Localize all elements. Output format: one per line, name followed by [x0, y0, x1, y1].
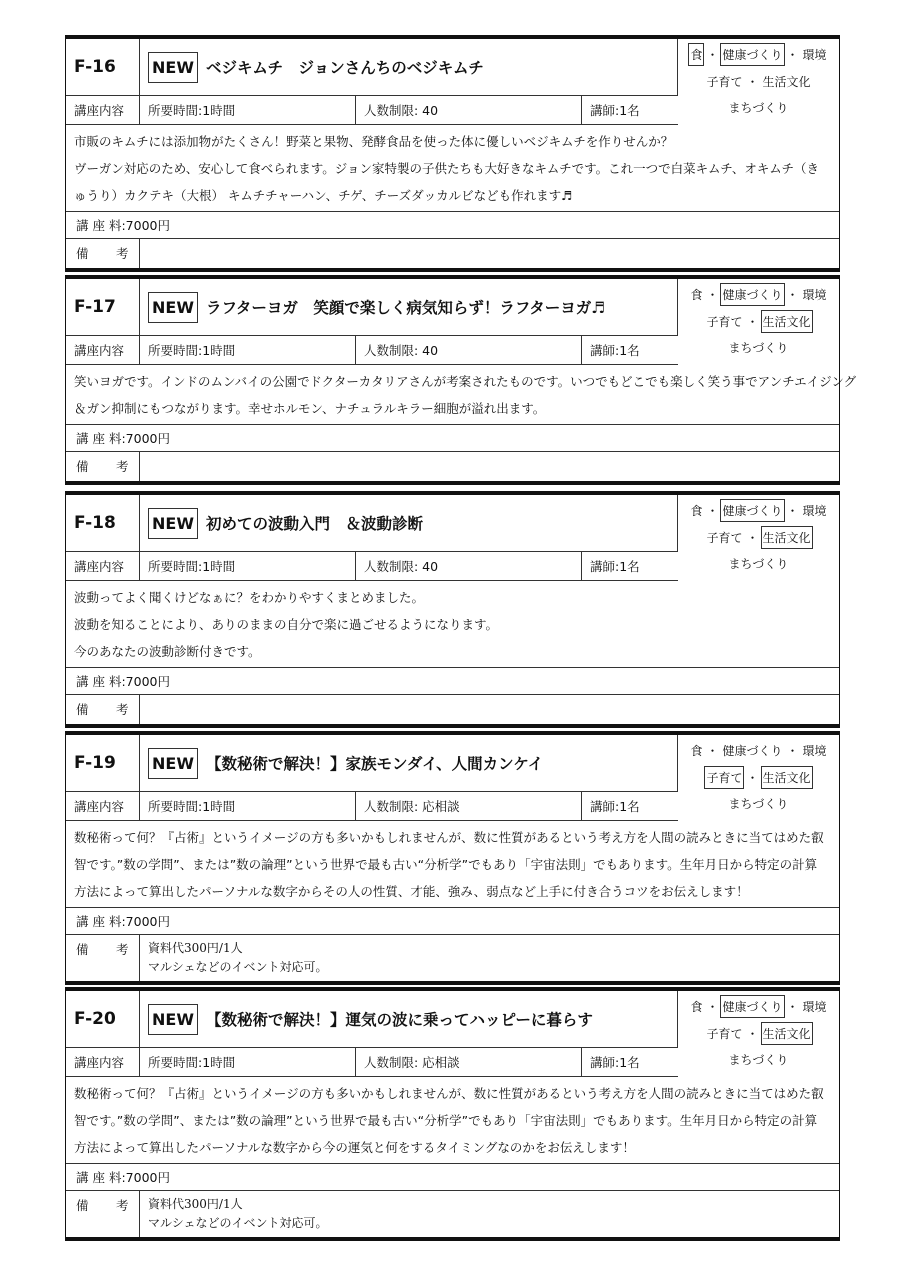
new-badge: NEW [148, 1004, 198, 1035]
course-title-box [140, 495, 678, 551]
course-card [65, 731, 840, 985]
course-code: F-16 [66, 39, 140, 95]
notes-text [140, 935, 839, 981]
notes-text [140, 1191, 839, 1237]
course-notes [66, 935, 839, 981]
note-line: マルシェなどのイベント対応可。 [148, 1216, 328, 1230]
category-3: 子育て [706, 74, 743, 89]
notes-label-a: 備 [76, 702, 89, 717]
notes-label-b: 考 [116, 1198, 129, 1213]
course-fee [66, 668, 839, 695]
description-line: 数秘術って何？『占術』というイメージの方も多いかもしれませんが、数に性質があるという考え方を人間の読みときに当てはめた叡 [74, 1086, 824, 1101]
course-content-label: 講座内容 [66, 96, 140, 124]
category-1: 健康づくり [720, 499, 784, 522]
category-3: 子育て [706, 314, 743, 329]
category-1: 健康づくり [720, 43, 784, 66]
course-content-label: 講座内容 [66, 792, 140, 820]
course-notes [66, 239, 839, 268]
category-line [727, 336, 791, 359]
course-code: F-19 [66, 735, 140, 791]
category-2: 環境 [802, 288, 827, 302]
category-5: まちづくり [728, 101, 789, 115]
category-5: まちづくり [728, 341, 789, 355]
course-card [65, 275, 857, 485]
duration: 所要時間:1時間 [140, 336, 356, 364]
course-description [66, 365, 857, 425]
fee-value: 7000円 [125, 914, 170, 929]
category-separator: ・ [706, 504, 719, 518]
category-3: 子育て [706, 530, 743, 545]
category-line [704, 526, 812, 549]
new-badge: NEW [148, 748, 198, 779]
category-2: 環境 [802, 48, 827, 62]
description-line: 波動を知ることにより、ありのままの自分で楽に過ごせるようになります。 [74, 617, 499, 632]
description-line: 智です。”数の学問”、または”数の論理”という世界で最も古い“分析学”でもあり「宇宙法則」でもあります。生年月日から特定の計算 [74, 857, 818, 872]
course-notes [66, 452, 839, 481]
capacity: 人数制限: 40 [356, 552, 582, 580]
category-line [704, 310, 812, 333]
course-title-box [140, 39, 678, 95]
category-line [727, 96, 791, 119]
category-separator: ・ [746, 314, 759, 329]
course-description [66, 125, 839, 212]
category-separator: ・ [706, 48, 719, 62]
course-title: 【数秘術で解決！】家族モンダイ、人間カンケイ [205, 755, 544, 773]
category-line [704, 1022, 812, 1045]
course-fee [66, 425, 839, 452]
duration: 所要時間:1時間 [140, 552, 356, 580]
course-content-label: 講座内容 [66, 552, 140, 580]
category-line [704, 766, 812, 789]
course-code: F-18 [66, 495, 140, 551]
category-4: 生活文化 [762, 74, 811, 89]
description-line: ヴーガン対応のため、安心して食べられます。ジョン家特製の子供たちも大好きなキムチです。これ一つで白菜キムチ、オキムチ（き [74, 161, 820, 176]
notes-label [66, 452, 140, 481]
category-5: まちづくり [728, 557, 789, 571]
category-2: 環境 [802, 744, 827, 758]
notes-label-a: 備 [76, 246, 89, 261]
notes-label [66, 935, 140, 981]
category-box [678, 495, 839, 581]
new-badge: NEW [148, 52, 198, 83]
course-description [66, 581, 839, 668]
fee-label: 講 座 料: [76, 1170, 126, 1185]
instructors: 講師:1名 [582, 792, 680, 820]
course-description [66, 1077, 839, 1164]
category-separator: ・ [786, 288, 799, 302]
category-separator: ・ [786, 744, 799, 758]
fee-label: 講 座 料: [76, 674, 126, 689]
description-line: 智です。”数の学問”、または”数の論理”という世界で最も古い“分析学”でもあり「宇宙法則」でもあります。生年月日から特定の計算 [74, 1113, 818, 1128]
category-separator: ・ [746, 770, 759, 785]
notes-label-a: 備 [76, 942, 89, 957]
category-separator: ・ [786, 504, 799, 518]
category-separator: ・ [786, 48, 799, 62]
fee-value: 7000円 [125, 674, 170, 689]
capacity: 人数制限: 40 [356, 96, 582, 124]
description-line: 市販のキムチには添加物がたくさん！野菜と果物、発酵食品を使った体に優しいベジキムチを作りせんか？ [74, 134, 674, 149]
fee-label: 講 座 料: [76, 218, 126, 233]
category-0: 食 [690, 1000, 703, 1014]
category-line [688, 739, 828, 762]
category-4: 生活文化 [761, 526, 813, 549]
category-line [688, 283, 828, 306]
category-line [688, 995, 828, 1018]
course-title: ベジキムチ ジョンさんちのベジキムチ [205, 59, 484, 77]
duration: 所要時間:1時間 [140, 1048, 356, 1076]
category-box [678, 39, 839, 125]
notes-label-b: 考 [116, 246, 129, 261]
course-title-box [140, 991, 678, 1047]
notes-label [66, 239, 140, 268]
description-line: 波動ってよく聞くけどなぁに？をわかりやすくまとめました。 [74, 590, 425, 605]
capacity: 人数制限: 40 [356, 336, 582, 364]
duration: 所要時間:1時間 [140, 792, 356, 820]
course-description [66, 821, 839, 908]
course-content-label: 講座内容 [66, 336, 140, 364]
description-line: 方法によって算出したパーソナルな数字から今の運気と何をするタイミングなのかをお伝えします！ [74, 1140, 635, 1155]
description-line: 数秘術って何？『占術』というイメージの方も多いかもしれませんが、数に性質があるという考え方を人間の読みときに当てはめた叡 [74, 830, 824, 845]
course-title-box [140, 279, 678, 335]
note-line: マルシェなどのイベント対応可。 [148, 960, 328, 974]
description-line: 今のあなたの波動診断付きです。 [74, 644, 261, 659]
category-box [678, 735, 839, 821]
notes-label [66, 1191, 140, 1237]
category-3: 子育て [706, 1026, 743, 1041]
category-1: 健康づくり [720, 283, 784, 306]
notes-label-a: 備 [76, 459, 89, 474]
course-title: ラフターヨガ 笑顔で楽しく病気知らず！ラフターヨガ♬ [205, 299, 606, 317]
category-separator: ・ [706, 1000, 719, 1014]
category-4: 生活文化 [761, 766, 813, 789]
course-code: F-20 [66, 991, 140, 1047]
fee-label: 講 座 料: [76, 431, 126, 446]
instructors: 講師:1名 [582, 336, 680, 364]
category-separator: ・ [746, 74, 759, 89]
course-card [65, 35, 840, 272]
category-2: 環境 [802, 504, 827, 518]
category-box [678, 279, 839, 365]
category-line [688, 499, 828, 522]
fee-label: 講 座 料: [76, 914, 126, 929]
notes-label-a: 備 [76, 1198, 89, 1213]
course-fee [66, 212, 839, 239]
course-title: 【数秘術で解決！】運気の波に乗ってハッピーに暮らす [205, 1011, 593, 1029]
note-line: 資料代300円/1人 [148, 1197, 243, 1211]
fee-value: 7000円 [125, 431, 170, 446]
course-fee [66, 1164, 839, 1191]
description-line: 笑いヨガです。インドのムンバイの公園でドクターカタリアさんが考案されたものです。いつでもどこでも楽しく笑う事でアンチエイジング [74, 374, 857, 389]
course-card [65, 491, 840, 728]
description-line: 方法によって算出したパーソナルな数字からその人の性質、才能、強み、弱点など上手に付き合うコツをお伝えします！ [74, 884, 749, 899]
category-separator: ・ [786, 1000, 799, 1014]
course-notes [66, 1191, 839, 1237]
description-line: ゅうり）カクテキ（大根） キムチチャーハン、チゲ、チーズダッカルビなども作れます♬ [74, 188, 573, 203]
instructors: 講師:1名 [582, 1048, 680, 1076]
category-4: 生活文化 [761, 1022, 813, 1045]
course-card [65, 987, 840, 1241]
notes-label-b: 考 [116, 459, 129, 474]
notes-label-b: 考 [116, 702, 129, 717]
category-0: 食 [690, 288, 703, 302]
instructors: 講師:1名 [582, 552, 680, 580]
category-2: 環境 [802, 1000, 827, 1014]
course-content-label: 講座内容 [66, 1048, 140, 1076]
course-title-box [140, 735, 678, 791]
category-1: 健康づくり [720, 995, 784, 1018]
notes-label-b: 考 [116, 942, 129, 957]
course-title: 初めての波動入門 ＆波動診断 [205, 515, 423, 533]
note-line: 資料代300円/1人 [148, 941, 243, 955]
instructors: 講師:1名 [582, 96, 680, 124]
category-3: 子育て [704, 766, 744, 789]
fee-value: 7000円 [125, 218, 170, 233]
category-line [727, 1048, 791, 1071]
category-line [688, 43, 828, 66]
course-code: F-17 [66, 279, 140, 335]
fee-value: 7000円 [125, 1170, 170, 1185]
category-line [727, 552, 791, 575]
category-0: 食 [690, 744, 703, 758]
category-line [704, 70, 812, 93]
category-separator: ・ [706, 288, 719, 302]
capacity: 人数制限: 応相談 [356, 1048, 582, 1076]
new-badge: NEW [148, 292, 198, 323]
category-separator: ・ [746, 530, 759, 545]
category-5: まちづくり [728, 1053, 789, 1067]
new-badge: NEW [148, 508, 198, 539]
course-fee [66, 908, 839, 935]
capacity: 人数制限: 応相談 [356, 792, 582, 820]
category-0: 食 [690, 504, 703, 518]
category-4: 生活文化 [761, 310, 813, 333]
category-separator: ・ [746, 1026, 759, 1041]
duration: 所要時間:1時間 [140, 96, 356, 124]
notes-label [66, 695, 140, 724]
category-separator: ・ [706, 744, 719, 758]
category-box [678, 991, 839, 1077]
description-line: ＆ガン抑制にもつながります。幸せホルモン、ナチュラルキラー細胞が溢れ出ます。 [74, 401, 546, 416]
category-line [727, 792, 791, 815]
category-1: 健康づくり [722, 744, 783, 758]
category-5: まちづくり [728, 797, 789, 811]
category-0: 食 [688, 43, 704, 66]
course-notes [66, 695, 839, 724]
